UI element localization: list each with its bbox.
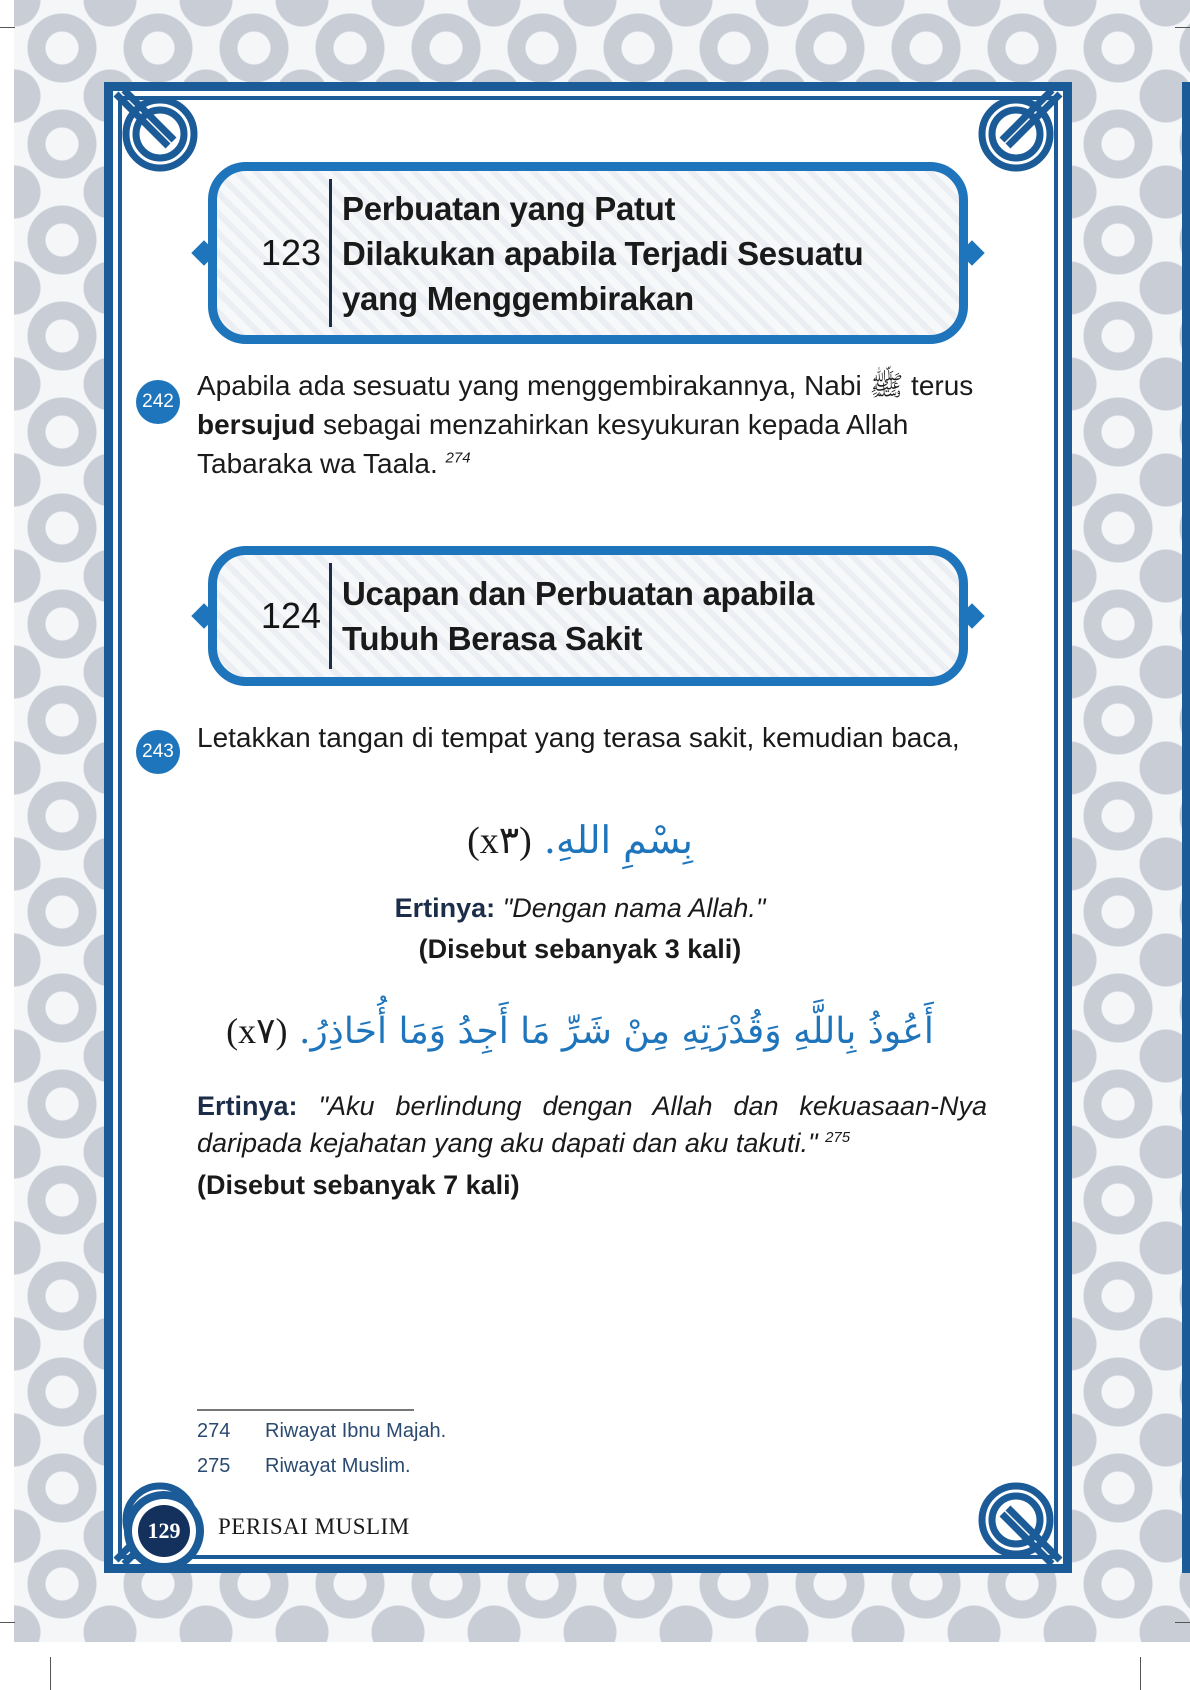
footnote-275 [197, 1455, 411, 1478]
text: sebagai menzahirkan kesyukuran kepada Allah Tabaraka wa Taala. [197, 409, 909, 479]
section-title [332, 571, 814, 661]
section-number: 123 [260, 232, 321, 273]
crop-mark [50, 1657, 51, 1690]
item-number-badge: 243 [136, 730, 180, 774]
section-title [332, 186, 863, 321]
repeat-multiplier: (x٧) [226, 1011, 288, 1051]
footnote-ref[interactable]: 275 [825, 1129, 851, 1146]
crop-mark [0, 1622, 15, 1623]
dua-2-meaning [197, 1088, 987, 1162]
footnote-ref[interactable]: 274 [445, 449, 471, 467]
crop-mark [0, 27, 15, 28]
dua-1-meaning [170, 893, 990, 924]
next-page-frame-edge [1182, 82, 1190, 1573]
section-title-line: Dilakukan apabila Terjadi Sesuatu [342, 234, 864, 272]
arabic-text: بِسْمِ اللهِ. [543, 818, 693, 862]
meaning-label: Ertinya: [197, 1091, 298, 1121]
footnote-274 [197, 1420, 446, 1443]
emphasis: bersujud [197, 409, 316, 440]
arabic-dua-2 [170, 1010, 990, 1052]
crop-mark [1175, 1622, 1190, 1623]
page-number: 129 [138, 1505, 190, 1557]
section-header-123 [208, 162, 968, 344]
item-242-text [197, 366, 987, 483]
dua-1-repeat-note: (Disebut sebanyak 3 kali) [418, 934, 742, 964]
item-243-text: Letakkan tangan di tempat yang terasa sakit, kemudian baca, [197, 722, 960, 753]
meaning-text: "Aku berlindung dengan Allah dan kekuasaan-Nya daripada kejahatan yang aku dapati dan aku takuti." [197, 1091, 987, 1158]
book-title: PERISAI MUSLIM [218, 1514, 410, 1539]
arabic-dua-1 [170, 818, 990, 863]
section-number: 124 [260, 595, 321, 636]
section-title-line: Tubuh Berasa Sakit [342, 620, 643, 657]
section-header-124 [208, 546, 968, 686]
text: Apabila ada sesuatu yang menggembirakannya, Nabi ﷺ terus [197, 370, 974, 401]
footnote-text: Riwayat Ibnu Majah. [265, 1420, 447, 1442]
section-title-line: Perbuatan yang Patut [342, 189, 676, 227]
crop-mark [1140, 1657, 1141, 1690]
meaning-text: "Dengan nama Allah." [502, 893, 766, 923]
crop-mark [1175, 27, 1190, 28]
repeat-multiplier: (x٣) [467, 820, 532, 862]
section-title-line: yang Menggembirakan [342, 279, 694, 317]
dua-2-repeat-note: (Disebut sebanyak 7 kali) [197, 1170, 520, 1200]
corner-ornament-icon [958, 86, 1068, 196]
arabic-text: أَعُوذُ بِاللَّهِ وَقُدْرَتِهِ مِنْ شَرِّ مَا أَجِدُ وَمَا أُحَاذِرُ. [298, 1011, 934, 1052]
item-number-badge: 242 [136, 380, 180, 424]
footnote-number: 274 [197, 1420, 231, 1442]
section-title-line: Ucapan dan Perbuatan apabila [342, 575, 815, 612]
corner-ornament-icon [108, 86, 218, 196]
meaning-label: Ertinya: [394, 893, 496, 923]
footnote-text: Riwayat Muslim. [265, 1455, 411, 1477]
corner-ornament-icon [958, 1458, 1068, 1568]
footnote-number: 275 [197, 1455, 231, 1477]
footnote-divider [197, 1409, 414, 1411]
